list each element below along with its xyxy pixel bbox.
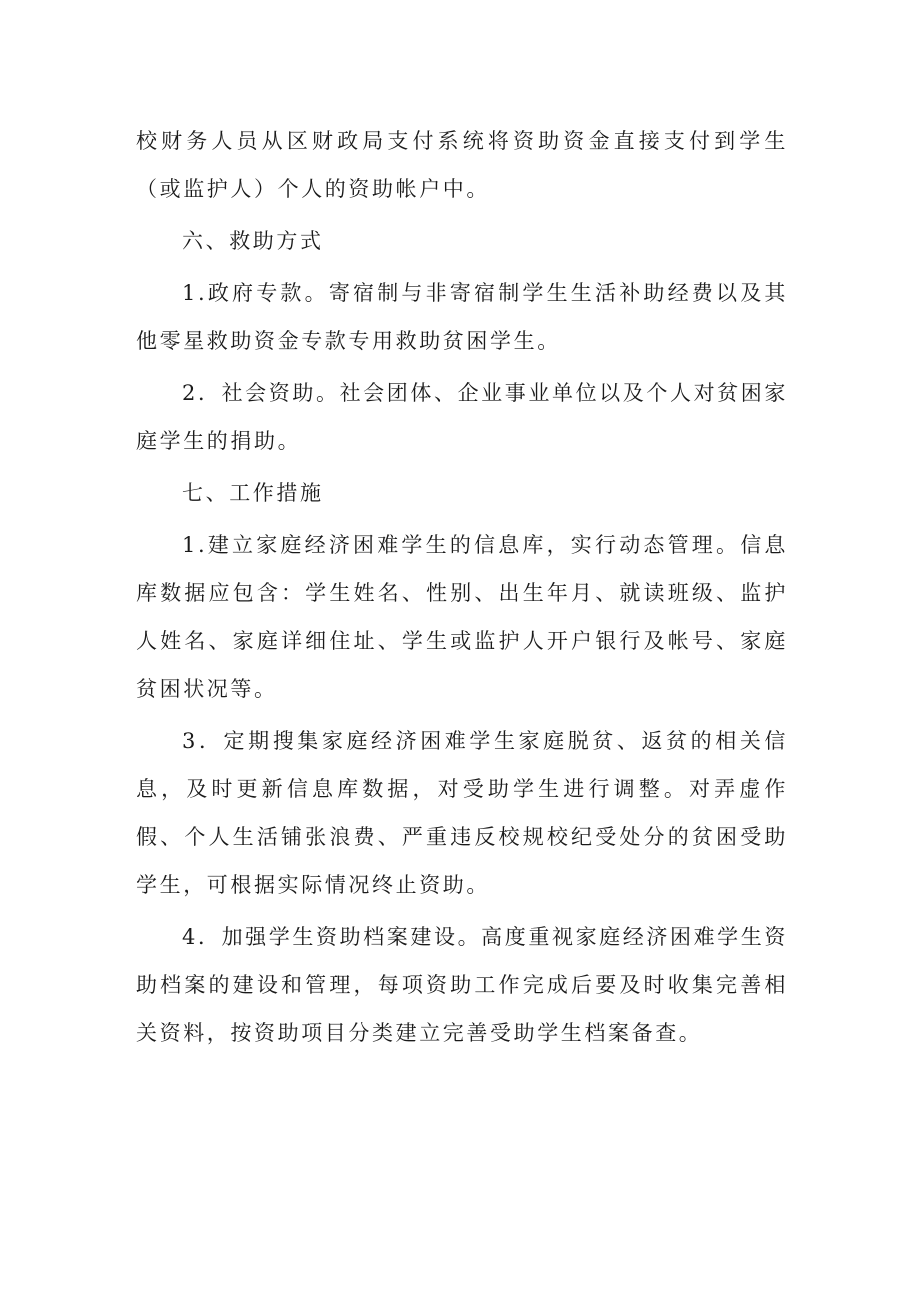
- paragraph-social-aid: 2．社会资助。社会团体、企业事业单位以及个人对贫困家庭学生的捐助。: [136, 381, 788, 453]
- paragraph-periodic-update: 3．定期搜集家庭经济困难学生家庭脱贫、返贫的相关信息，及时更新信息库数据，对受助学生进行调整。对弄虚作假、个人生活铺张浪费、严重违反校规校纪受处分的贫困受助学生，可根据实际情况终止资助。: [136, 729, 788, 897]
- paragraph-info-database: 1.建立家庭经济困难学生的信息库，实行动态管理。信息库数据应包含：学生姓名、性别、出生年月、就读班级、监护人姓名、家庭详细住址、学生或监护人开户银行及帐号、家庭贫困状况等。: [136, 533, 788, 701]
- document-body: [136, 117, 788, 1057]
- section-heading-relief-methods: 六、救助方式: [182, 229, 324, 253]
- section-heading-work-measures: 七、工作措施: [182, 481, 324, 505]
- paragraph-continuation: 校财务人员从区财政局支付系统将资助资金直接支付到学生（或监护人）个人的资助帐户中。: [136, 129, 788, 201]
- paragraph-archive-building: 4．加强学生资助档案建设。高度重视家庭经济困难学生资助档案的建设和管理，每项资助工作完成后要及时收集完善相关资料，按资助项目分类建立完善受助学生档案备查。: [136, 925, 788, 1045]
- paragraph-government-funds: 1.政府专款。寄宿制与非寄宿制学生生活补助经费以及其他零星救助资金专款专用救助贫困学生。: [136, 281, 788, 353]
